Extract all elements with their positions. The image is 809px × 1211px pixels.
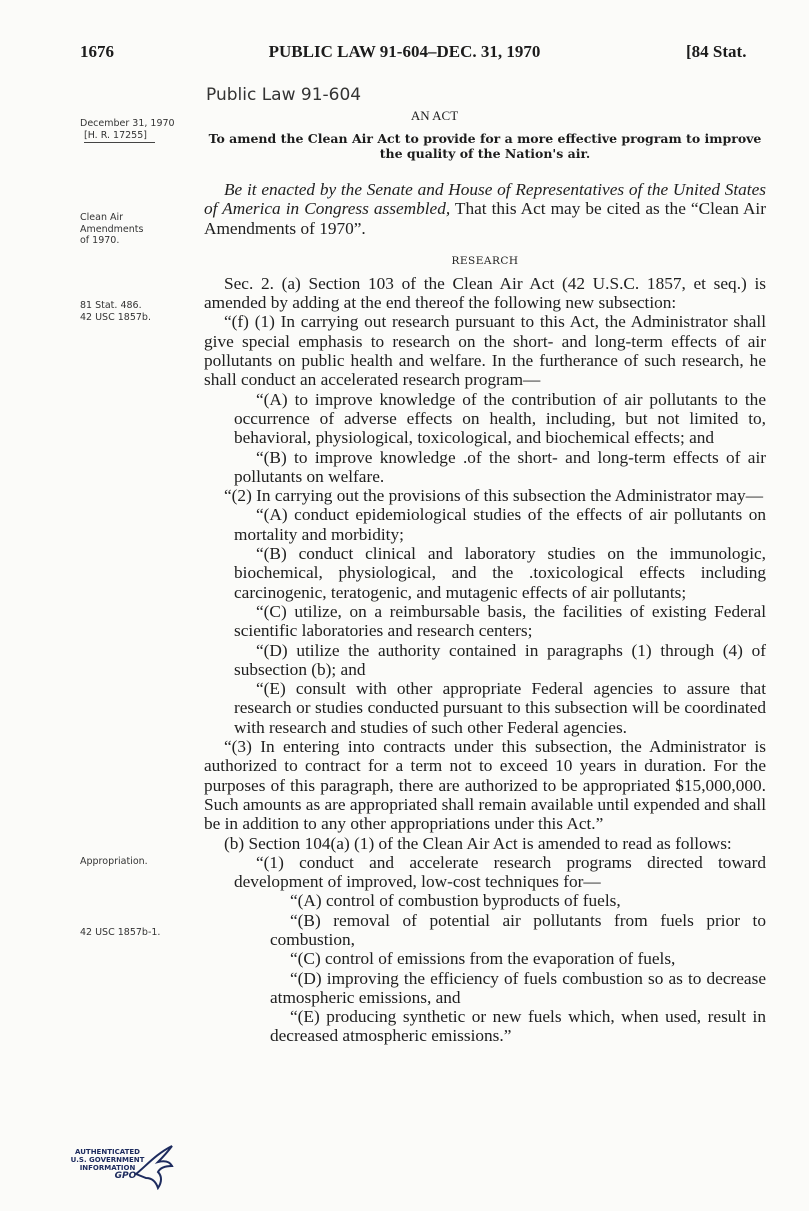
enacting-clause xyxy=(204,180,766,238)
eagle-icon xyxy=(132,1144,176,1190)
body-text xyxy=(204,180,766,1046)
margin-note-citation-stat: 81 Stat. 486. xyxy=(80,300,142,311)
enactment-date: December 31, 1970 xyxy=(80,118,175,129)
enacting-clause-italic: Be it enacted by the Senate and House of Representatives of the United States of America in Congress assembled, xyxy=(204,180,766,219)
paragraph: “(E) producing synthetic or new fuels which, when used, result in decreased atmospheric emissions.” xyxy=(270,1007,766,1046)
bill-number: [H. R. 17255] xyxy=(84,130,155,143)
volume-citation: [84 Stat. xyxy=(686,42,747,61)
logo-text-line1: AUTHENTICATED xyxy=(75,1148,140,1156)
paragraph: “(A) conduct epidemiological studies of the effects of air pollutants on mortality and morbidity; xyxy=(234,505,766,544)
paragraph: “(C) utilize, on a reimbursable basis, the facilities of existing Federal scientific laboratories and research centers; xyxy=(234,601,766,641)
logo-text-line2: U.S. GOVERNMENT xyxy=(70,1156,145,1164)
law-title: Public Law 91-604 xyxy=(206,85,362,105)
margin-note-short-title: Clean Air Amendments of 1970. xyxy=(80,212,144,246)
act-purpose: To amend the Clean Air Act to provide for a more effective program to improve the quality of the Nation's air. xyxy=(208,131,762,161)
paragraph: Sec. 2. (a) Section 103 of the Clean Air Act (42 U.S.C. 1857, et seq.) is amended by adding at the end thereof the following new subsection: xyxy=(204,273,766,313)
paragraph: “(A) to improve knowledge of the contribution of air pollutants to the occurrence of adverse effects on health, including, but not limited to, behavioral, physiological, toxicological, and biochemical effects; and xyxy=(234,389,766,448)
paragraph: “(2) In carrying out the provisions of this subsection the Administrator may— xyxy=(224,486,763,506)
paragraph: “(B) removal of potential air pollutants from fuels prior to combustion, xyxy=(270,910,766,949)
paragraph: “(1) conduct and accelerate research programs directed toward development of improved, low-cost techniques for— xyxy=(234,852,766,892)
paragraph: “(A) control of combustion byproducts of fuels, xyxy=(290,891,621,911)
paragraph: “(D) utilize the authority contained in paragraphs (1) through (4) of subsection (b); and xyxy=(234,640,766,679)
paragraph: “(E) consult with other appropriate Federal agencies to assure that research or studies conducted pursuant to this subsection will be coordinated with research and studies of such other Federal agencies. xyxy=(234,679,766,737)
paragraph: “(f) (1) In carrying out research pursuant to this Act, the Administrator shall give special emphasis to research on the short- and long-term effects of air pollutants on public health and welfare. In the furtherance of such research, he shall conduct an accelerated research program— xyxy=(204,312,766,390)
logo-text-line4: GPO xyxy=(114,1171,137,1181)
enacting-clause-rest: That this Act may be cited as the “Clean Air Amendments of 1970”. xyxy=(204,199,766,238)
logo-text-line3: INFORMATION xyxy=(79,1164,136,1172)
paragraph: “(D) improving the efficiency of fuels combustion so as to decrease atmospheric emissions, and xyxy=(270,968,766,1007)
margin-note-citation-usc-b1: 42 USC 1857b-1. xyxy=(80,927,161,938)
act-label: AN ACT xyxy=(410,108,459,123)
running-title: PUBLIC LAW 91-604–DEC. 31, 1970 xyxy=(268,42,541,61)
section-heading: RESEARCH xyxy=(451,255,519,267)
margin-note-appropriation: Appropriation. xyxy=(80,856,148,867)
gpo-authentication-logo xyxy=(70,1144,180,1192)
paragraph: “(3) In entering into contracts under this subsection, the Administrator is authorized to contract for a term not to exceed 10 years in duration. For the purposes of this paragraph, there are authorized to be appropriated $15,000,000. Such amounts as are appropriated shall remain available until expended and shall be in addition to any other appropriations under this Act.” xyxy=(204,737,766,834)
paragraph: “(C) control of emissions from the evaporation of fuels, xyxy=(290,949,676,969)
page-number: 1676 xyxy=(80,42,114,61)
paragraph: “(B) to improve knowledge .of the short- and long-term effects of air pollutants on welfare. xyxy=(234,447,766,486)
paragraph: (b) Section 104(a) (1) of the Clean Air Act is amended to read as follows: xyxy=(224,833,732,853)
margin-note-citation-usc: 42 USC 1857b. xyxy=(80,312,151,323)
paragraph: “(B) conduct clinical and laboratory studies on the immunologic, biochemical, physiological, and the .toxicological effects including carcinogenic, teratogenic, and mutagenic effects of air pollutants; xyxy=(234,544,766,602)
